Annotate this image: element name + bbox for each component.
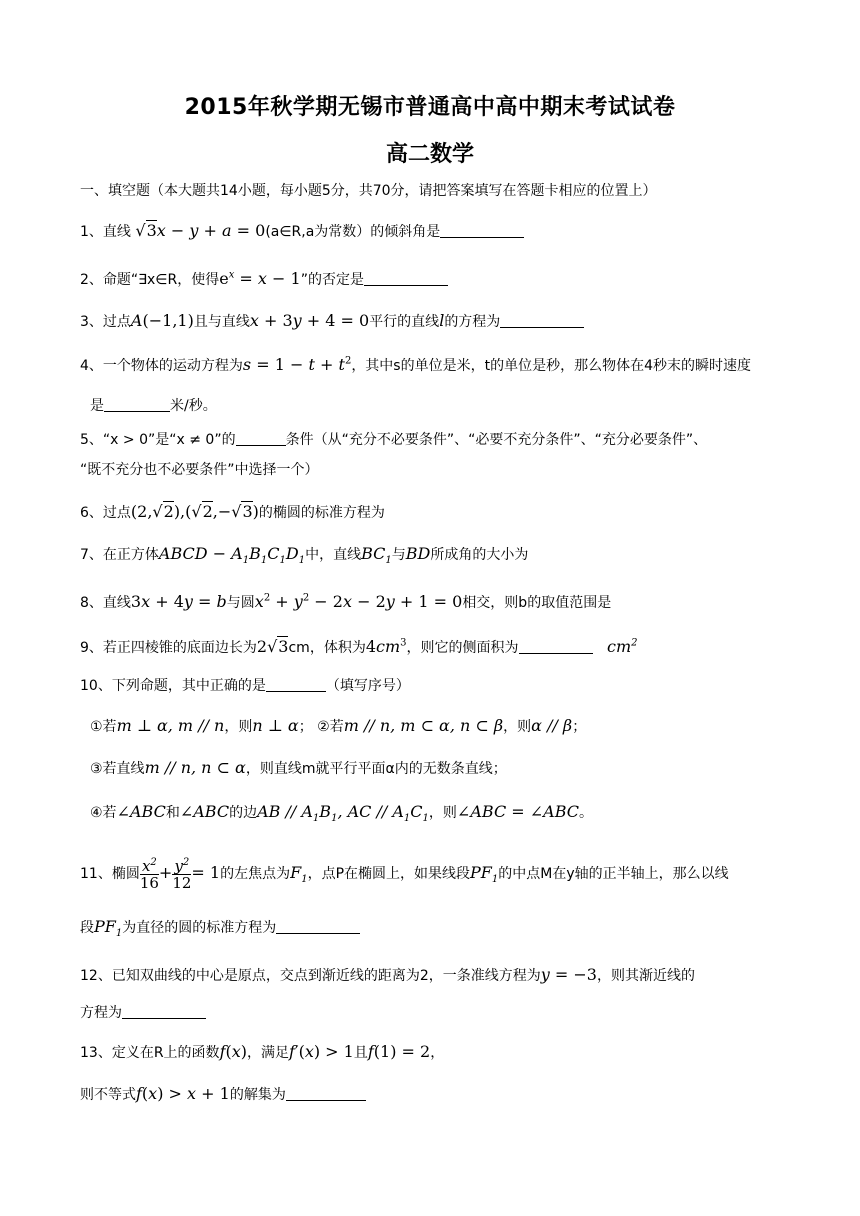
question-8: 8、直线3x + 4y = b与圆$x^2 + y^2 - 2x - 2y + 1 = 0$相交，则b的取值范围是 xyxy=(80,592,612,611)
answer-blank xyxy=(364,271,448,286)
answer-blank xyxy=(276,919,360,934)
question-6: 6、过点(2,√2),(√2,−√3)的椭圆的标准方程为 xyxy=(80,502,385,521)
question-9: 9、若正四棱锥的底面边长为2√3cm，体积为$4cm^3$，则它的侧面积为 $cm^2$ xyxy=(80,637,638,656)
answer-blank xyxy=(236,431,286,446)
question-2: 2、命题“∃x∈R，使得$e^x = x - 1$”的否定是 xyxy=(80,269,820,290)
answer-blank xyxy=(122,1004,206,1019)
question-11: 11、椭圆 $\frac{x^2}{16}$ + $\frac{y^2}{12}$ = 1的左焦点为$F_1$，点P在椭圆上，如果线段$PF_1$的中点M在y轴的正半轴上，那么以线 xyxy=(80,856,729,892)
exam-title: 2015年秋学期无锡市普通高中高中期末考试试卷 xyxy=(184,95,676,120)
answer-blank xyxy=(266,677,326,692)
question-13-cont: 则不等式f(x) > x + 1的解集为 xyxy=(80,1084,820,1105)
section-heading xyxy=(80,181,820,201)
question-1: 1、直线 √3x − y + a = 0(a∈R,a为常数）的倾斜角是 xyxy=(80,221,820,242)
question-10-s3: ③若直线m // n, n ⊂ α，则直线m就平行平面α内的无数条直线； xyxy=(90,758,507,777)
question-4-cont: 是 米/秒。 xyxy=(90,398,217,414)
question-3: 3、过点A(−1,1)且与直线x + 3y + 4 = 0平行的直线l的方程为 xyxy=(80,311,820,332)
question-5: 5、“x > 0”是“x ≠ 0”的 条件（从“充分不必要条件”、“必要不充分条件”、“充分必要条件”、 xyxy=(80,432,708,448)
answer-blank xyxy=(286,1086,366,1101)
answer-blank xyxy=(440,223,524,238)
answer-blank xyxy=(519,639,593,654)
question-12: 12、已知双曲线的中心是原点，交点到渐近线的距离为2，一条准线方程为y = −3，则其渐近线的 xyxy=(80,965,695,984)
question-10-s4: ④若∠ABC和∠ABC的边AB // $A_1B_1$, AC // $A_1C_1$，则∠ABC = ∠ABC。 xyxy=(90,802,594,825)
question-5-cont: “既不充分也不必要条件”中选择一个） xyxy=(80,462,319,478)
section-heading-text: 一、填空题（本大题共14小题，每小题5分，共70分，请把答案填写在答题卡相应的位置上） xyxy=(80,183,657,199)
question-13: 13、定义在R上的函数f(x)，满足f′(x) > 1且f(1) = 2， xyxy=(80,1042,445,1061)
question-7: 7、在正方体ABCD − $A_1B_1C_1D_1$中，直线$BC_1$与BD所成角的大小为 xyxy=(80,544,529,567)
answer-blank xyxy=(104,397,170,412)
question-12-cont: 方程为 xyxy=(80,1003,820,1023)
answer-blank xyxy=(500,313,584,328)
question-10-s1-s2: ①若m ⊥ α, m // n，则n ⊥ α； ②若m // n, m ⊂ α, n ⊂ β，则α // β； xyxy=(90,716,587,735)
question-11-cont: 段$PF_1$为直径的圆的标准方程为 xyxy=(80,917,820,938)
question-10: 10、下列命题，其中正确的是 （填写序号） xyxy=(80,678,410,694)
q2-formula: $e^x = x - 1$ xyxy=(219,269,301,288)
question-4: 4、一个物体的运动方程为$s = 1 - t + t^2$，其中s的单位是米，t的单位是秒，那么物体在4秒末的瞬时速度 xyxy=(80,355,752,374)
q1-formula: √3x − y + a = 0 xyxy=(135,221,266,240)
subject-title: 高二数学 xyxy=(385,142,474,167)
